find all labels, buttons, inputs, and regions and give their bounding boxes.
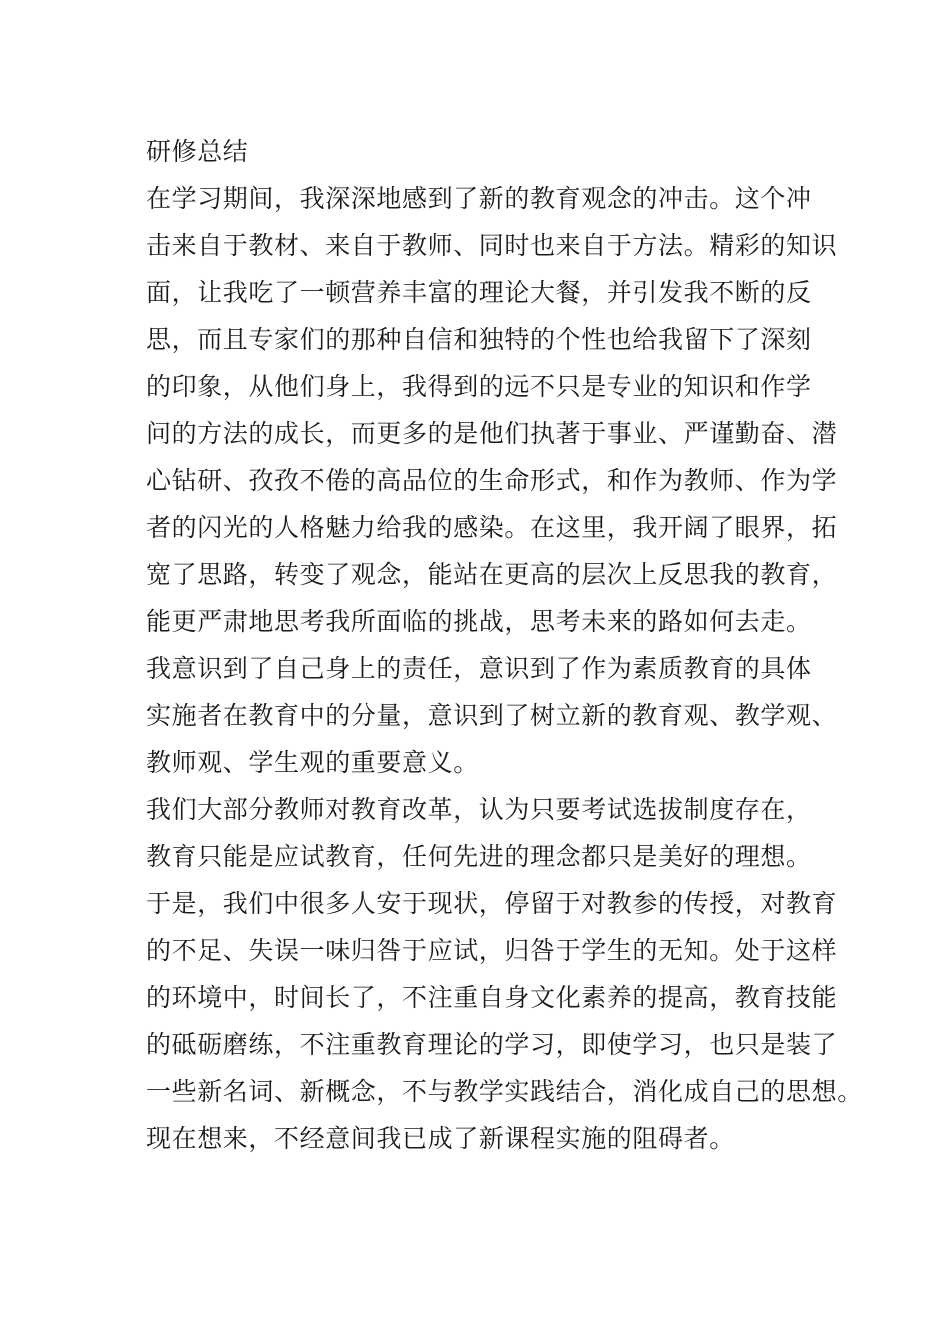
text-line: 于是，我们中很多人安于现状，停留于对教参的传授，对教育 [146,889,838,918]
text-line: 在学习期间，我深深地感到了新的教育观念的冲击。这个冲 [146,184,812,213]
text-line: 击来自于教材、来自于教师、同时也来自于方法。精彩的知识 [146,231,838,260]
text-line: 教师观、学生观的重要意义。 [146,748,479,777]
text-line: 宽了思路，转变了观念，能站在更高的层次上反思我的教育， [146,560,838,589]
document-title: 研修总结 [146,137,249,166]
text-line: 心钻研、孜孜不倦的高品位的生命形式，和作为教师、作为学 [146,466,838,495]
text-line: 实施者在教育中的分量，意识到了树立新的教育观、教学观、 [146,701,838,730]
text-line: 一些新名词、新概念，不与教学实践结合，消化成自己的思想。 [146,1077,863,1106]
document-body [146,128,863,1162]
text-line: 的砥砺磨练，不注重教育理论的学习，即使学习，也只是装了 [146,1030,838,1059]
text-line: 面，让我吃了一顿营养丰富的理论大餐，并引发我不断的反 [146,278,812,307]
text-line: 者的闪光的人格魅力给我的感染。在这里，我开阔了眼界，拓 [146,513,838,542]
text-line: 问的方法的成长，而更多的是他们执著于事业、严谨勤奋、潜 [146,419,838,448]
text-line: 的不足、失误一味归咎于应试，归咎于学生的无知。处于这样 [146,936,838,965]
text-line: 的印象，从他们身上，我得到的远不只是专业的知识和作学 [146,372,812,401]
text-line: 我意识到了自己身上的责任，意识到了作为素质教育的具体 [146,654,812,683]
text-line: 现在想来，不经意间我已成了新课程实施的阻碍者。 [146,1124,735,1153]
text-line: 能更严肃地思考我所面临的挑战，思考未来的路如何去走。 [146,607,812,636]
text-line: 教育只能是应试教育，任何先进的理念都只是美好的理想。 [146,842,812,871]
text-line: 思，而且专家们的那种自信和独特的个性也给我留下了深刻 [146,325,812,354]
text-line: 我们大部分教师对教育改革，认为只要考试选拔制度存在， [146,795,812,824]
text-line: 的环境中，时间长了，不注重自身文化素养的提高，教育技能 [146,983,838,1012]
